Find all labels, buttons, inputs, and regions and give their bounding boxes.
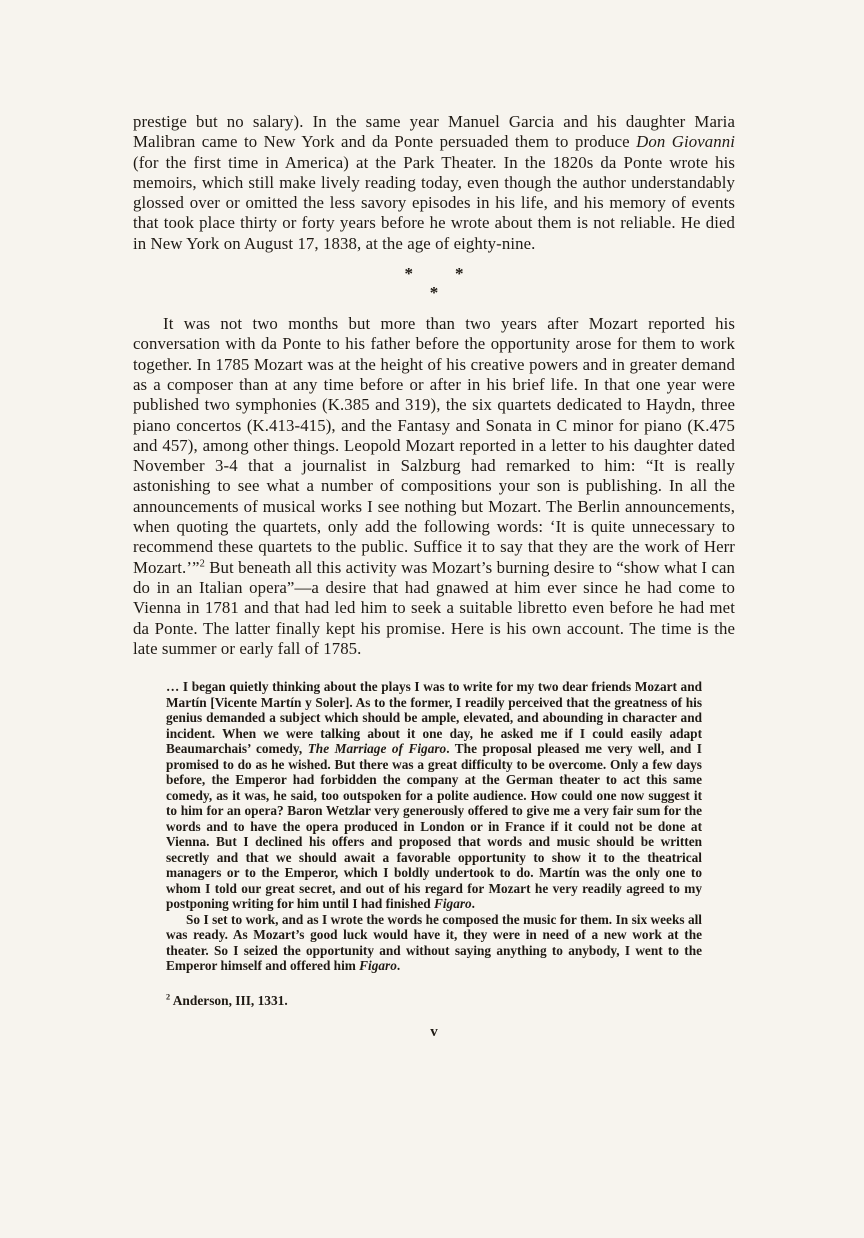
memoir-excerpt bbox=[166, 679, 702, 974]
divider-row bbox=[133, 283, 735, 303]
book-title-marriage-of-figaro: The Marriage of Figaro bbox=[307, 741, 447, 757]
excerpt-paragraph-2 bbox=[166, 912, 702, 974]
section-divider bbox=[133, 264, 735, 303]
quote-text: . The proposal pleased me very well, and I promised to do as he wished. But there was a great difficulty to be overcome. Only a few days before, the Emperor had forbidden the company at the German theater to act this same comedy, as it was, he said, too outspoken for a polite audience. How could one now suggest it to him for an opera? Baron Wetzlar very generously offered to give me a very fair sum for the words and to have the opera produced in London or in France if it could not be done at Vienna. But I declined his offers and proposed that words and music should be written secretly and that we should await a favorable opportunity to show it to the theatrical managers or to the Emperor, which I boldly undertook to do. Martín was the only one to whom I told our great secret, and out of his regard for Mozart he very readily agreed to my postponing writing for him until I had finished bbox=[166, 741, 702, 912]
book-title-figaro: Figaro bbox=[359, 958, 397, 974]
quote-text: . bbox=[396, 958, 401, 974]
quote-text: . bbox=[471, 896, 475, 912]
paragraph-text: It was not two months but more than two years after Mozart reported his conversation with da Ponte to his father before the opportunity arose for them to work together. In 1785 Mozart was at the height of his creative powers and in greater demand as a composer than at any time before or after in his brief life. In that one year were published two symphonies (K.385 and 319), the six quartets dedicated to Haydn, three piano concertos (K.413-415), and the Fantasy and Sonata in C minor for piano (K.475 and 457), among other things. Leopold Mozart reported in a letter to his daughter dated November 3-4 that a journalist in Salzburg had remarked to him: “It is really astonishing to see what a number of compositions your son is publishing. In all the announcements of musical works I see nothing but Mozart. The Berlin announcements, when quoting the quartets, only add the following words: ‘It is quite unnecessary to recommend these quartets to the public. Suffice it to say that they are the work of Herr Mozart.’” bbox=[133, 314, 735, 577]
footnote-marker: 2 bbox=[166, 992, 171, 1002]
body-paragraph-1 bbox=[133, 112, 735, 254]
book-title-figaro: Figaro bbox=[433, 896, 472, 912]
book-title-don-giovanni: Don Giovanni bbox=[636, 132, 735, 152]
paragraph-text: (for the first time in America) at the Park Theater. In the 1820s da Ponte wrote his memoirs, which still make lively reading today, even though the author understandably glossed over or omitted the less savory episodes in his life, and his memory of events that took place thirty or forty years before he wrote about them is not reliable. He died in New York on August 17, 1838, at the age of eighty-nine. bbox=[133, 152, 735, 253]
footnote-text: Anderson, III, 1331. bbox=[172, 992, 288, 1008]
page-content bbox=[133, 112, 735, 1041]
asterisk: * bbox=[404, 264, 413, 284]
divider-row bbox=[133, 264, 735, 284]
paragraph-text: But beneath all this activity was Mozart’s burning desire to “show what I can do in an Italian opera”—a desire that had gnawed at him ever since he had come to Vienna in 1781 and that had led him to seek a suitable libretto even before he had met da Ponte. The latter finally kept his promise. Here is his own account. The time is the late summer or early fall of 1785. bbox=[133, 557, 735, 658]
body-paragraph-2 bbox=[133, 314, 735, 659]
footnote bbox=[166, 993, 735, 1009]
quote-text: … I began quietly thinking about the plays I was to write for my two dear friends Mozart and Martín [Vicente Martín y Soler]. As to the former, I readily perceived that the greatness of his genius demanded a subject which should be ample, elevated, and abounding in character and incident. When we were talking about it one day, he asked me if I could easily adapt Beaumarchais’ comedy, bbox=[166, 679, 702, 757]
page-number: v bbox=[430, 1023, 438, 1040]
excerpt-paragraph-1 bbox=[166, 679, 702, 912]
quote-text: So I set to work, and as I wrote the words he composed the music for them. In six weeks all was ready. As Mozart’s good luck would have it, they were in need of a new work at the theater. So I seized the opportunity and without saying anything to anybody, I went to the Emperor himself and offered him bbox=[166, 911, 702, 974]
footnote-reference: 2 bbox=[199, 558, 205, 570]
asterisk: * bbox=[455, 264, 464, 284]
asterisk: * bbox=[429, 283, 439, 303]
paragraph-text: prestige but no salary). In the same year Manuel Garcia and his daughter Maria Malibran came to New York and da Ponte persuaded them to produce bbox=[133, 112, 735, 152]
